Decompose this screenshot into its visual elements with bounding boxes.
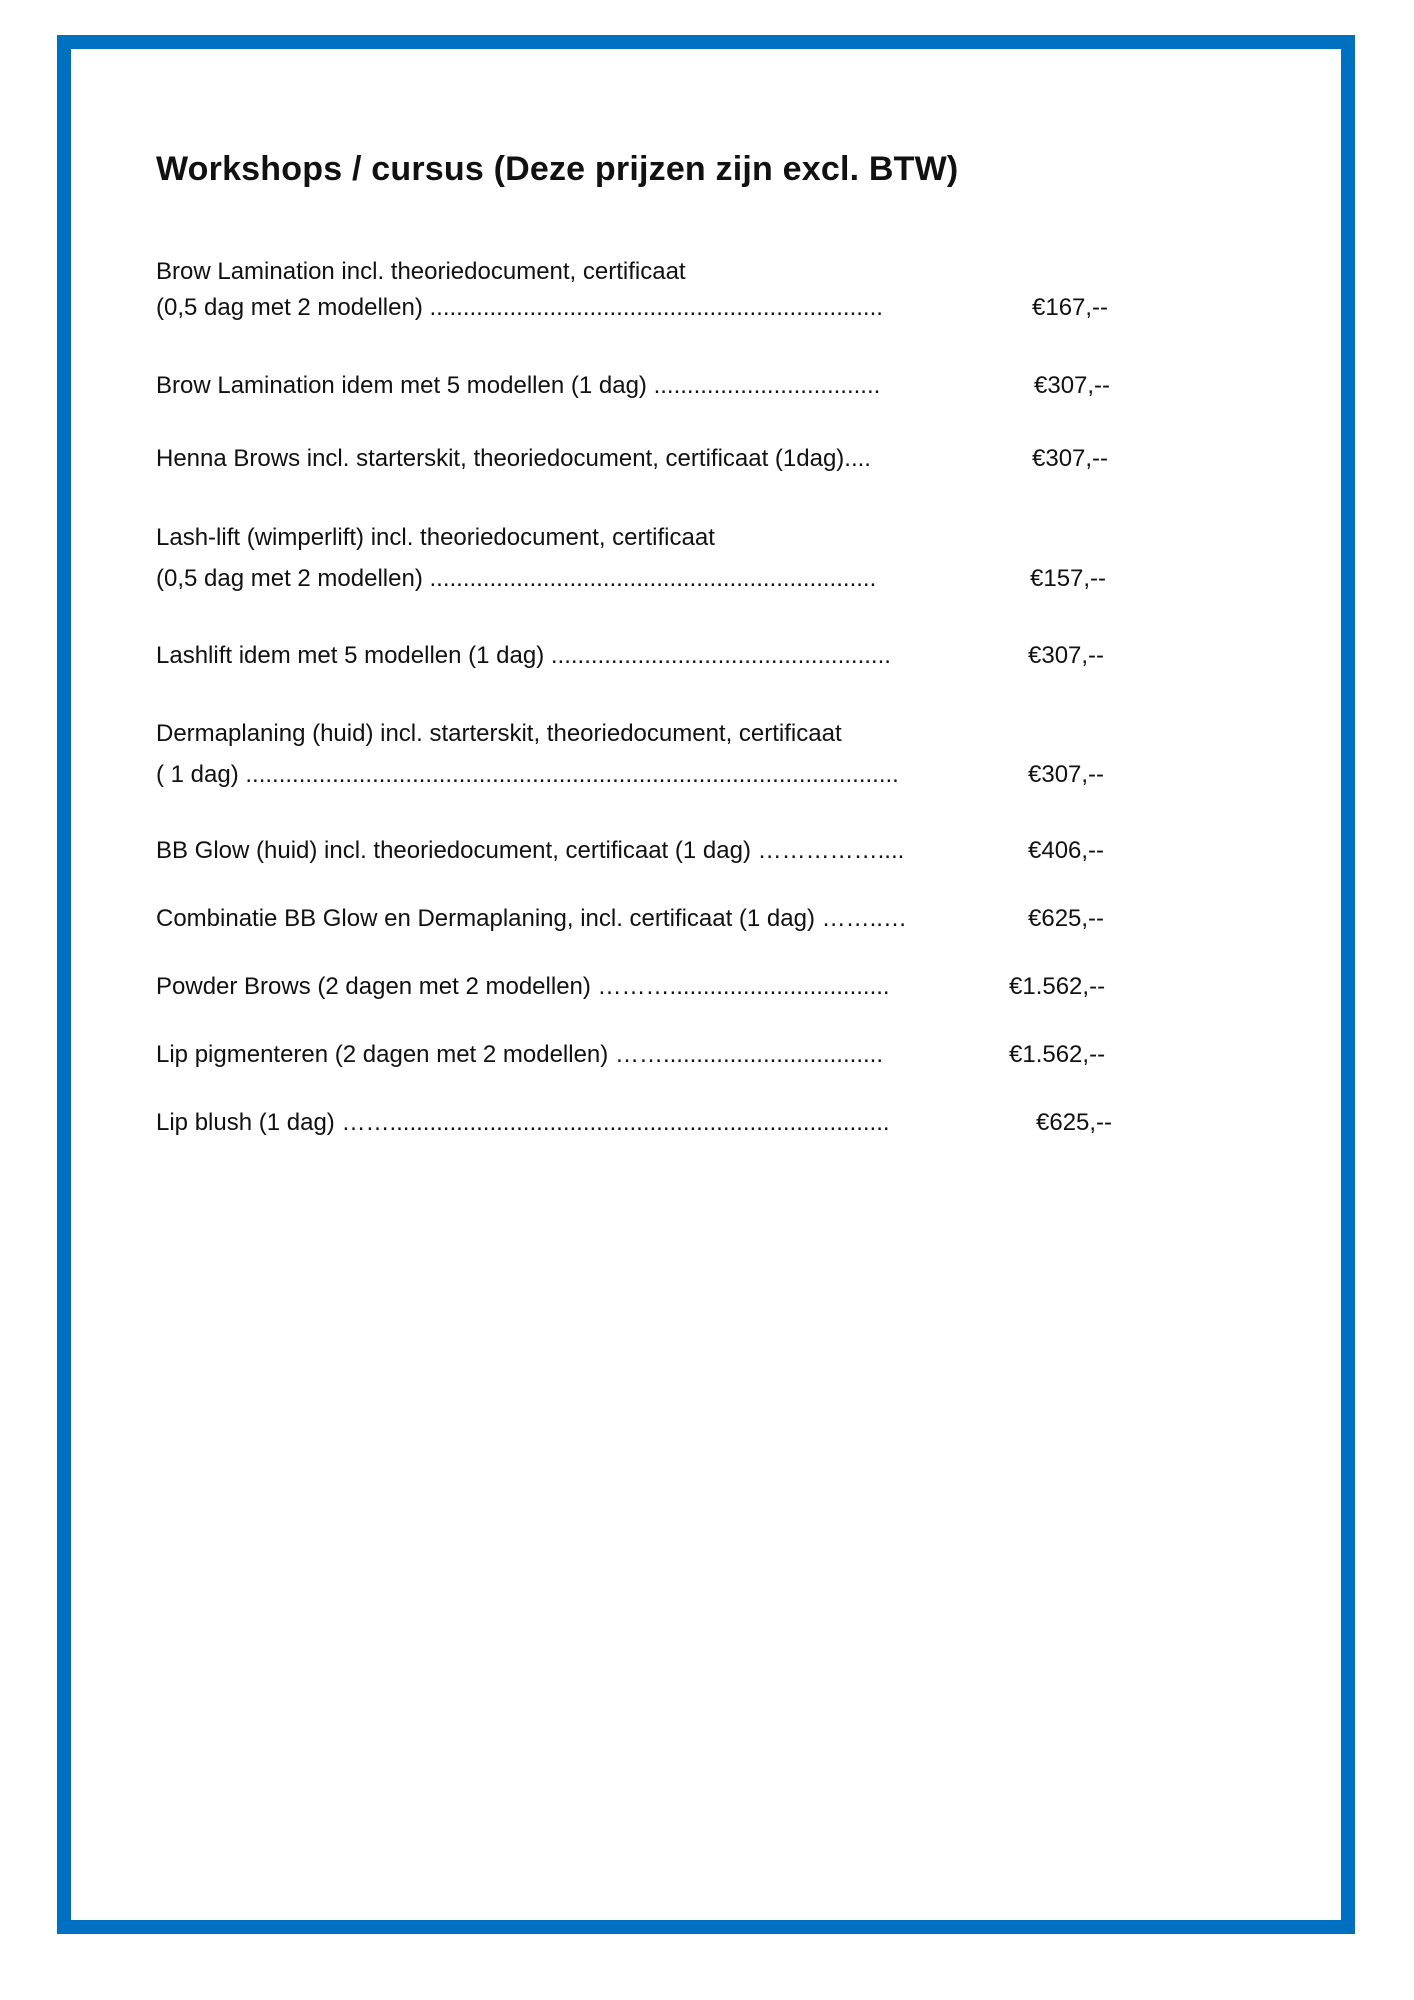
item-9-price: €1.562,-- — [1009, 973, 1106, 1000]
item-9-description: Powder Brows (2 dagen met 2 modellen) ………................................. — [156, 973, 890, 1000]
item-11-price: €625,-- — [1036, 1109, 1113, 1136]
item-1-price: €167,-- — [1032, 294, 1109, 321]
item-6-description-cont: ( 1 dag) .................................................................................................. — [156, 761, 899, 788]
item-5-price: €307,-- — [1028, 642, 1105, 669]
item-4-price: €157,-- — [1030, 565, 1107, 592]
item-2-price: €307,-- — [1034, 372, 1111, 399]
page-title: Workshops / cursus (Deze prijzen zijn excl. BTW) — [156, 150, 959, 188]
item-2-description: Brow Lamination idem met 5 modellen (1 dag) .................................. — [156, 372, 881, 399]
item-4-description-cont: (0,5 dag met 2 modellen) ................................................................... — [156, 565, 877, 592]
item-5-description: Lashlift idem met 5 modellen (1 dag) ................................................... — [156, 642, 891, 669]
item-1-description-cont: (0,5 dag met 2 modellen) .................................................................... — [156, 294, 883, 321]
item-4-description: Lash-lift (wimperlift) incl. theoriedocument, certificaat — [156, 524, 715, 551]
item-10-description: Lip pigmenteren (2 dagen met 2 modellen) ……................................. — [156, 1041, 883, 1068]
item-11-description: Lip blush (1 dag) ……........................................................................... — [156, 1109, 890, 1136]
item-3-price: €307,-- — [1032, 445, 1109, 472]
item-1-description: Brow Lamination incl. theoriedocument, certificaat — [156, 258, 686, 285]
item-7-price: €406,-- — [1028, 837, 1105, 864]
item-6-description: Dermaplaning (huid) incl. starterskit, theoriedocument, certificaat — [156, 720, 842, 747]
item-6-price: €307,-- — [1028, 761, 1105, 788]
item-8-description: Combinatie BB Glow en Dermaplaning, incl. certificaat (1 dag) ……..… — [156, 905, 907, 932]
item-3-description: Henna Brows incl. starterskit, theoriedocument, certificaat (1dag).... — [156, 445, 871, 472]
item-7-description: BB Glow (huid) incl. theoriedocument, certificaat (1 dag) …………….... — [156, 837, 905, 864]
item-10-price: €1.562,-- — [1009, 1041, 1106, 1068]
item-8-price: €625,-- — [1028, 905, 1105, 932]
